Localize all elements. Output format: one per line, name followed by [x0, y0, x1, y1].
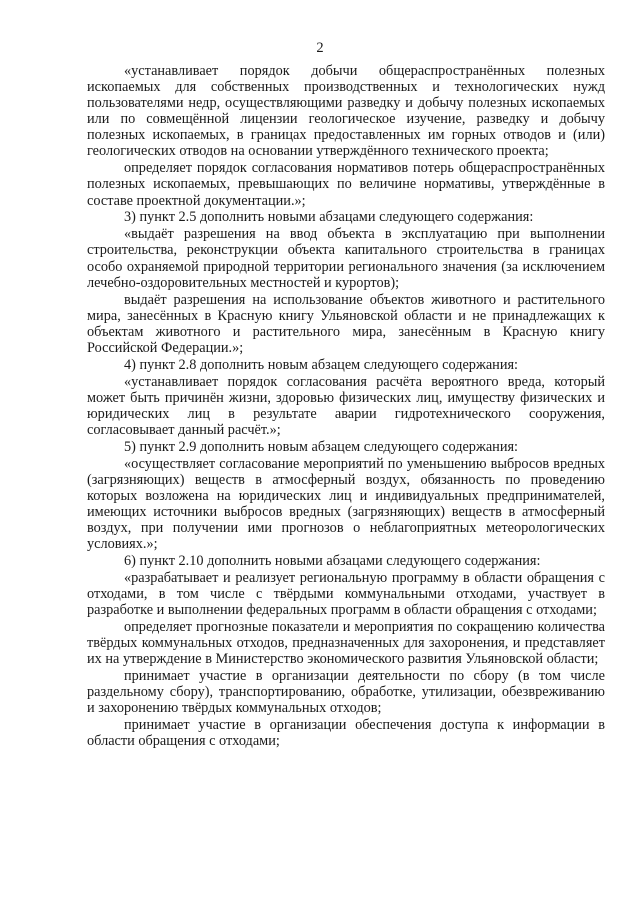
paragraph: 5) пункт 2.9 дополнить новым абзацем следующего содержания:	[124, 438, 519, 455]
paragraph: принимает участие в организации деятельности по сбору (в том числе раздельному сбору), транспортированию, обработке, утилизации, обезвреживанию и захоронению твёрдых коммунальных отходов;	[87, 668, 605, 717]
paragraph: «устанавливает порядок согласования расчёта вероятного вреда, который может быть причинён жизни, здоровью физических лиц, имуществу физических и юридических лиц в результате аварии гидротехнического сооружения, согласовывает данный расчёт.»;	[87, 373, 605, 438]
paragraph: «разрабатывает и реализует региональную программу в области обращения с отходами, в том числе с твёрдыми коммунальными отходами, участвует в разработке и выполнении федеральных программ в области обращения с отходами;	[87, 569, 605, 619]
paragraph: «осуществляет согласование мероприятий по уменьшению выбросов вредных (загрязняющих) веществ в атмосферный воздух, обязанность по проведению которых возложена на юридических лиц и индивидуальных предпринимателей, имеющих источники выбросов вредных (загрязняющих) веществ в атмосферный воздух, при получении ими прогнозов о неблагоприятных метеорологических условиях.»;	[87, 455, 605, 553]
page-number: 2	[316, 40, 324, 56]
paragraph: 4) пункт 2.8 дополнить новым абзацем следующего содержания:	[124, 356, 519, 373]
paragraph: принимает участие в организации обеспечения доступа к информации в области обращения с отходами;	[87, 717, 605, 750]
paragraph: «выдаёт разрешения на ввод объекта в эксплуатацию при выполнении строительства, реконструкции объекта капитального строительства в границах особо охраняемой природной территории регионального значения (за исключением лечебно-оздоровительных местностей и курортов);	[87, 226, 605, 291]
paragraph: выдаёт разрешения на использование объектов животного и растительного мира, занесённых в Красную книгу Ульяновской области и не принадлежащих к объектам животного и растительного мира, занесённым в Красную книгу Российской Федерации.»;	[87, 291, 605, 356]
paragraph: определяет прогнозные показатели и мероприятия по сокращению количества твёрдых коммунальных отходов, предназначенных для захоронения, и представляет их на утверждение в Министерство экономического развития Ульяновской области;	[87, 618, 605, 668]
paragraph: «устанавливает порядок добычи общераспространённых полезных ископаемых для собственных производственных и технологических нужд пользователями недр, осуществляющими разведку и добычу полезных ископаемых или по совмещённой лицензии геологическое изучение, разведку и добычу полезных ископаемых, в границах предоставленных им горных отводов и (или) геологических отводов на основании утверждённого технического проекта;	[87, 63, 605, 160]
paragraph: 6) пункт 2.10 дополнить новыми абзацами следующего содержания:	[124, 552, 541, 569]
paragraph: 3) пункт 2.5 дополнить новыми абзацами следующего содержания:	[124, 209, 534, 226]
paragraph: определяет порядок согласования нормативов потерь общераспространённых полезных ископаемых, превышающих по величине нормативы, утверждённые в составе проектной документации.»;	[87, 160, 605, 209]
document-body	[87, 63, 605, 749]
